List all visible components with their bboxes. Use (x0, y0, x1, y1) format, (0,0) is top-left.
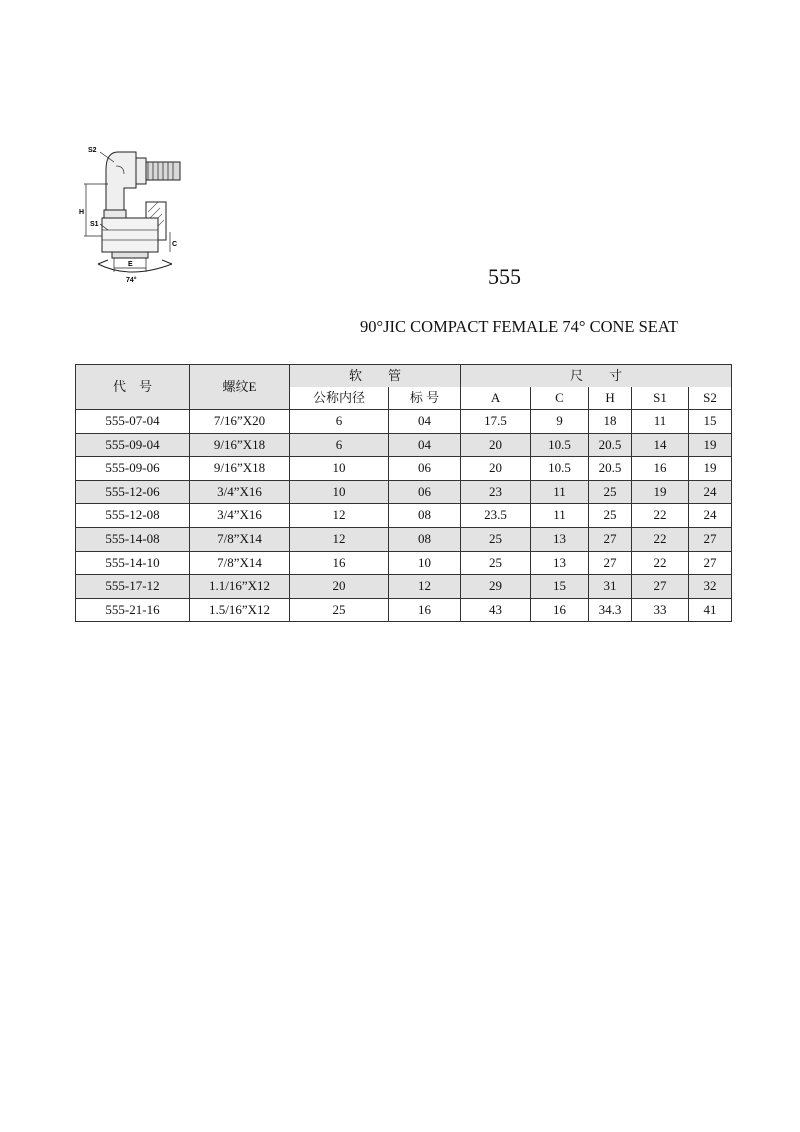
cell-h: 27 (589, 527, 632, 551)
header-s2: S2 (689, 387, 732, 410)
cell-s1: 27 (632, 575, 689, 599)
cell-s1: 19 (632, 480, 689, 504)
cell-s2: 24 (689, 480, 732, 504)
cell-s1: 11 (632, 410, 689, 434)
cell-s2: 27 (689, 527, 732, 551)
cell-code: 555-12-08 (76, 504, 190, 528)
cell-hose-id: 6 (290, 433, 389, 457)
cell-code: 555-09-06 (76, 457, 190, 481)
cell-a: 25 (461, 551, 531, 575)
table-row (76, 598, 732, 622)
cell-s1: 22 (632, 504, 689, 528)
fitting-drawing (78, 140, 188, 288)
cell-code: 555-09-04 (76, 433, 190, 457)
cell-a: 29 (461, 575, 531, 599)
cell-h: 25 (589, 480, 632, 504)
cell-hose-no: 06 (389, 480, 461, 504)
cell-hose-id: 12 (290, 527, 389, 551)
cell-hose-no: 08 (389, 527, 461, 551)
cell-hose-id: 16 (290, 551, 389, 575)
cell-code: 555-07-04 (76, 410, 190, 434)
cell-c: 11 (531, 480, 589, 504)
cell-a: 23 (461, 480, 531, 504)
header-dims: 尺 寸 (461, 365, 732, 388)
cell-s2: 15 (689, 410, 732, 434)
table-row (76, 527, 732, 551)
cell-s1: 16 (632, 457, 689, 481)
cell-hose-no: 12 (389, 575, 461, 599)
cell-thread: 3/4”X16 (190, 480, 290, 504)
cell-h: 31 (589, 575, 632, 599)
header-hose: 软 管 (290, 365, 461, 388)
cell-code: 555-17-12 (76, 575, 190, 599)
header-s1: S1 (632, 387, 689, 410)
e-label: E (128, 261, 133, 268)
cell-thread: 7/8”X14 (190, 527, 290, 551)
cell-thread: 1.5/16”X12 (190, 598, 290, 622)
cell-s2: 32 (689, 575, 732, 599)
cell-s1: 22 (632, 551, 689, 575)
cell-h: 20.5 (589, 433, 632, 457)
angle-label: 74° (126, 277, 137, 284)
cell-a: 20 (461, 433, 531, 457)
cell-s2: 41 (689, 598, 732, 622)
header-thread: 螺纹E (190, 365, 290, 410)
cell-hose-id: 20 (290, 575, 389, 599)
cell-s2: 27 (689, 551, 732, 575)
cell-c: 13 (531, 527, 589, 551)
header-h: H (589, 387, 632, 410)
cell-s1: 22 (632, 527, 689, 551)
cell-c: 10.5 (531, 457, 589, 481)
header-hose-id: 公称内径 (290, 387, 389, 410)
table-row (76, 504, 732, 528)
table-row (76, 575, 732, 599)
table-row (76, 433, 732, 457)
cell-h: 27 (589, 551, 632, 575)
cell-thread: 9/16”X18 (190, 457, 290, 481)
cell-hose-id: 10 (290, 480, 389, 504)
cell-thread: 9/16”X18 (190, 433, 290, 457)
cell-c: 15 (531, 575, 589, 599)
cell-code: 555-14-08 (76, 527, 190, 551)
cell-a: 25 (461, 527, 531, 551)
c-label: C (172, 241, 178, 248)
spec-table (75, 364, 732, 622)
cell-a: 20 (461, 457, 531, 481)
cell-hose-id: 12 (290, 504, 389, 528)
cell-hose-no: 06 (389, 457, 461, 481)
table-row (76, 457, 732, 481)
cell-s2: 19 (689, 433, 732, 457)
cell-hose-no: 10 (389, 551, 461, 575)
header-a: A (461, 387, 531, 410)
cell-c: 10.5 (531, 433, 589, 457)
table-row (76, 551, 732, 575)
cell-hose-id: 6 (290, 410, 389, 434)
cell-h: 25 (589, 504, 632, 528)
table-row (76, 410, 732, 434)
cell-a: 17.5 (461, 410, 531, 434)
header-hose-no: 标 号 (389, 387, 461, 410)
h-label: H (79, 209, 85, 216)
cell-thread: 1.1/16”X12 (190, 575, 290, 599)
cell-hose-no: 08 (389, 504, 461, 528)
cell-code: 555-12-06 (76, 480, 190, 504)
cell-thread: 7/8”X14 (190, 551, 290, 575)
cell-a: 23.5 (461, 504, 531, 528)
product-code: 555 (488, 264, 521, 289)
cell-code: 555-21-16 (76, 598, 190, 622)
cell-h: 20.5 (589, 457, 632, 481)
cell-h: 34.3 (589, 598, 632, 622)
s1-label: S1 (90, 221, 99, 228)
cell-hose-no: 16 (389, 598, 461, 622)
cell-h: 18 (589, 410, 632, 434)
cell-s1: 33 (632, 598, 689, 622)
s2-label: S2 (88, 147, 97, 154)
cell-a: 43 (461, 598, 531, 622)
table-row (76, 480, 732, 504)
cell-thread: 7/16”X20 (190, 410, 290, 434)
cell-c: 13 (531, 551, 589, 575)
cell-thread: 3/4”X16 (190, 504, 290, 528)
header-c: C (531, 387, 589, 410)
cell-s2: 24 (689, 504, 732, 528)
product-title: 90°JIC COMPACT FEMALE 74° CONE SEAT (360, 317, 679, 336)
cell-c: 11 (531, 504, 589, 528)
cell-hose-no: 04 (389, 410, 461, 434)
cell-hose-id: 10 (290, 457, 389, 481)
cell-code: 555-14-10 (76, 551, 190, 575)
cell-c: 9 (531, 410, 589, 434)
cell-c: 16 (531, 598, 589, 622)
cell-hose-no: 04 (389, 433, 461, 457)
header-code: 代 号 (76, 365, 190, 410)
cell-hose-id: 25 (290, 598, 389, 622)
cell-s2: 19 (689, 457, 732, 481)
cell-s1: 14 (632, 433, 689, 457)
